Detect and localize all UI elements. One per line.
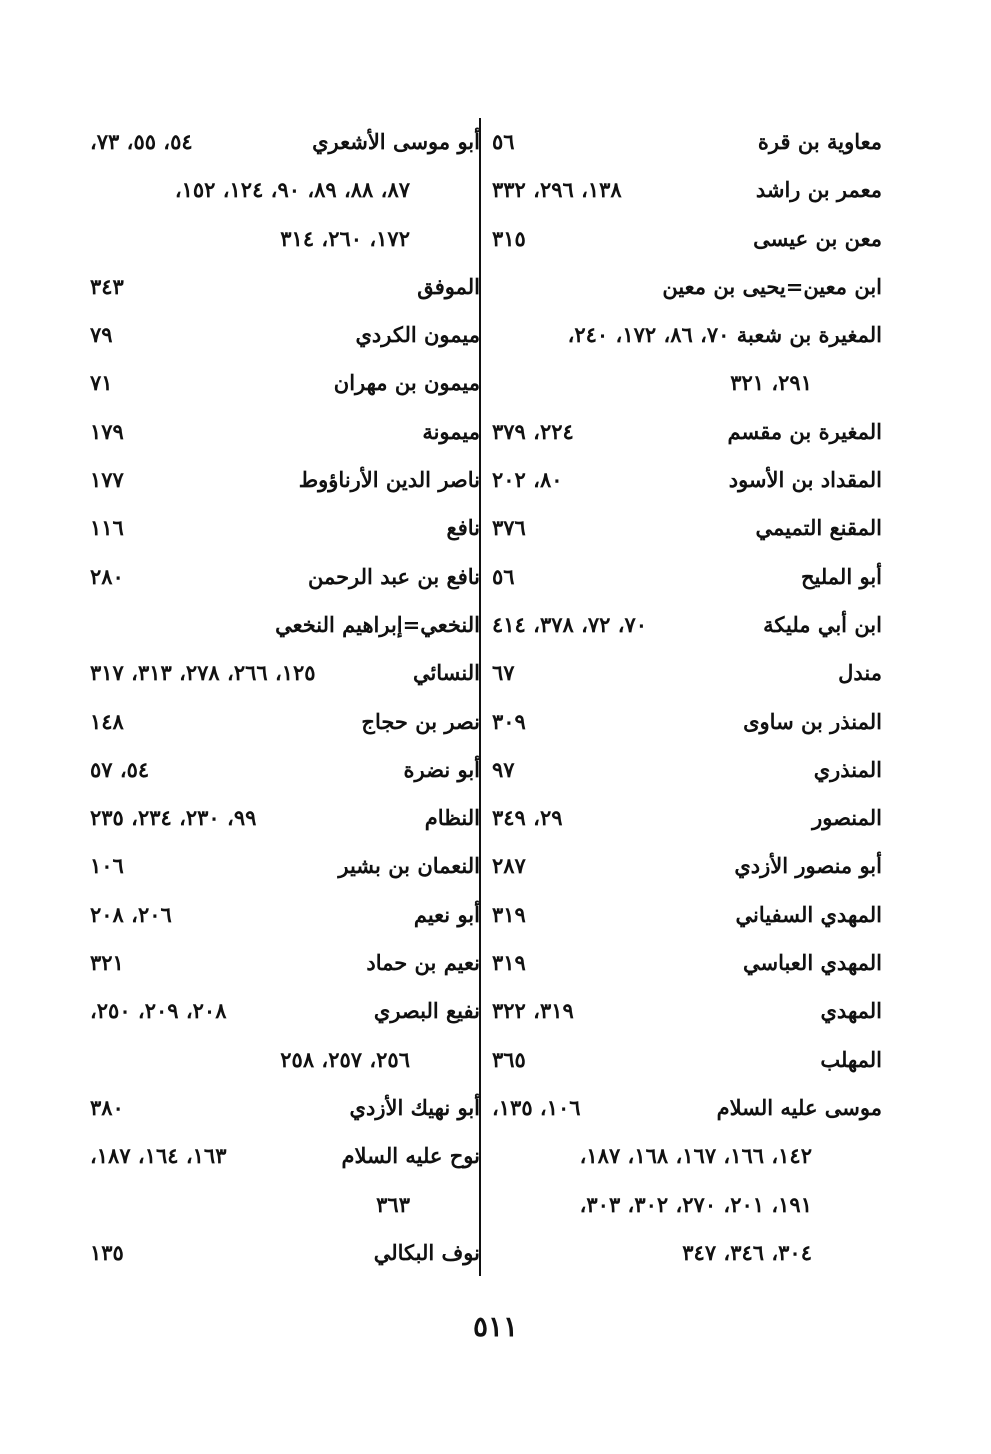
index-entry — [90, 842, 480, 890]
index-entry — [492, 601, 882, 649]
entry-pages: ٣٠٩ — [492, 708, 526, 734]
index-entry — [492, 553, 882, 601]
entry-pages: ١٠٦، ١٣٥، — [492, 1094, 581, 1120]
entry-name: نفيع البصري — [373, 998, 480, 1024]
entry-name: أبو منصور الأزدي — [734, 853, 882, 879]
entry-name: أبو موسى الأشعري — [312, 129, 480, 154]
entry-name: معاوية بن قرة — [757, 129, 882, 154]
entry-pages: ١٢٥، ٢٦٦، ٢٧٨، ٣١٣، ٣١٧ — [90, 660, 316, 686]
index-entry — [90, 263, 480, 311]
entry-pages: ٧١ — [90, 370, 113, 396]
index-entry — [492, 1229, 882, 1277]
index-entry — [492, 842, 882, 890]
entry-pages: ٦٧ — [492, 660, 515, 686]
index-entry — [492, 408, 882, 456]
index-entry — [90, 1132, 480, 1180]
index-entry — [492, 987, 882, 1035]
index-entry — [90, 891, 480, 939]
entry-pages: ٥٤، ٥٧ — [90, 756, 150, 782]
index-entry — [90, 987, 480, 1035]
entry-pages: ١٤٢، ١٦٦، ١٦٧، ١٦٨، ١٨٧، — [579, 1143, 812, 1169]
entry-pages: ٨٠، ٢٠٢ — [492, 467, 563, 493]
index-entry — [90, 215, 480, 263]
entry-pages: ٣١٥ — [492, 225, 526, 251]
entry-name: المنذر بن ساوى — [743, 708, 882, 734]
entry-pages: ٥٤، ٥٥، ٧٣، — [90, 129, 193, 154]
index-entry — [492, 118, 882, 166]
entry-pages: ٣١٩، ٣٢٢ — [492, 998, 574, 1024]
index-entry — [492, 311, 882, 359]
entry-name: مندل — [838, 660, 882, 686]
entry-name: النعمان بن بشير — [338, 853, 480, 879]
index-entry — [90, 359, 480, 407]
entry-name: نصر بن حجاج — [361, 708, 480, 734]
index-entry — [492, 794, 882, 842]
index-entry — [492, 698, 882, 746]
index-entry — [492, 649, 882, 697]
entry-pages: ٥٦ — [492, 129, 515, 154]
index-entry — [492, 263, 882, 311]
entry-pages: ٣٤٣ — [90, 273, 124, 299]
entry-name: المنصور — [812, 805, 882, 831]
entry-name: الموفق — [417, 273, 480, 299]
entry-pages: ٢٩١، ٣٢١ — [730, 370, 812, 396]
index-entry — [492, 939, 882, 987]
entry-pages: ٣١٩ — [492, 901, 526, 927]
entry-pages: ٢٨٧ — [492, 853, 526, 879]
entry-pages: ٧٩ — [90, 322, 113, 348]
entry-name: المقنع التميمي — [755, 515, 882, 541]
index-entry — [90, 1084, 480, 1132]
index-entry — [90, 1181, 480, 1229]
index-entry — [90, 118, 480, 166]
entry-name: نوح عليه السلام — [341, 1143, 480, 1169]
index-entry — [90, 1036, 480, 1084]
index-entry — [90, 456, 480, 504]
entry-name: المقداد بن الأسود — [728, 467, 882, 493]
entry-name: المهلب — [820, 1046, 882, 1072]
index-entry — [90, 649, 480, 697]
entry-name: نوف البكالي — [373, 1239, 480, 1265]
page-number: ٥١١ — [472, 1310, 519, 1343]
index-entry — [90, 746, 480, 794]
entry-pages: ٩٩، ٢٣٠، ٢٣٤، ٢٣٥ — [90, 805, 257, 831]
entry-pages: ٢٠٨، ٢٠٩، ٢٥٠، — [90, 998, 227, 1024]
index-entry — [492, 215, 882, 263]
entry-pages: ١٧٢، ٢٦٠، ٣١٤ — [280, 225, 410, 251]
entry-pages: ٢٨٠ — [90, 563, 124, 589]
entry-name: النخعي=إبراهيم النخعي — [275, 611, 480, 637]
entry-pages: ٣٠٤، ٣٤٦، ٣٤٧ — [682, 1239, 812, 1265]
entry-name: النظام — [424, 805, 480, 831]
entry-pages: ٥٦ — [492, 563, 515, 589]
entry-name: النسائي — [412, 660, 480, 686]
index-entry — [90, 1229, 480, 1277]
entry-pages: ٣١٩ — [492, 950, 526, 976]
entry-pages: ١٩١، ٢٠١، ٢٧٠، ٣٠٢، ٣٠٣، — [579, 1191, 812, 1217]
entry-name: أبو نضرة — [403, 756, 480, 782]
entry-pages: ٢٩، ٣٤٩ — [492, 805, 563, 831]
right-index-column — [492, 118, 882, 1277]
index-entry — [90, 794, 480, 842]
index-entry — [492, 1084, 882, 1132]
index-entry — [90, 166, 480, 214]
entry-name: معن بن عيسى — [753, 225, 882, 251]
entry-name: المغيرة بن شعبة ٧٠، ٨٦، ١٧٢، ٢٤٠، — [567, 322, 882, 348]
entry-pages: ٣٦٥ — [492, 1046, 526, 1072]
index-entry — [90, 939, 480, 987]
entry-name: المهدي — [820, 998, 882, 1024]
index-entry — [90, 504, 480, 552]
index-entry — [492, 891, 882, 939]
entry-name: ابن معين=يحيى بن معين — [662, 273, 882, 299]
entry-pages: ١١٦ — [90, 515, 124, 541]
entry-name: المنذري — [813, 756, 882, 782]
entry-name: معمر بن راشد — [755, 177, 882, 203]
entry-name: نافع بن عبد الرحمن — [307, 563, 480, 589]
index-entry — [90, 311, 480, 359]
index-entry — [90, 408, 480, 456]
entry-pages: ٢٢٤، ٣٧٩ — [492, 418, 574, 444]
index-entry — [492, 504, 882, 552]
index-entry — [492, 456, 882, 504]
entry-name: ميمون بن مهران — [333, 370, 480, 396]
index-entry — [492, 1132, 882, 1180]
index-entry — [492, 166, 882, 214]
entry-pages: ١٣٨، ٢٩٦، ٣٣٢ — [492, 177, 622, 203]
entry-pages: ٣٧٦ — [492, 515, 526, 541]
index-entry — [492, 1036, 882, 1084]
entry-pages: ١٠٦ — [90, 853, 124, 879]
entry-name: أبو المليح — [800, 563, 882, 589]
entry-pages: ٢٥٦، ٢٥٧، ٢٥٨ — [280, 1046, 410, 1072]
index-entry — [492, 1181, 882, 1229]
entry-pages: ٣٦٣ — [376, 1191, 410, 1217]
entry-name: ناصر الدين الأرناؤوط — [298, 467, 480, 493]
entry-pages: ٧٠، ٧٢، ٣٧٨، ٤١٤ — [492, 611, 648, 637]
entry-name: المهدي العباسي — [742, 950, 882, 976]
entry-name: أبو نهيك الأزدي — [349, 1094, 480, 1120]
index-entry — [492, 359, 882, 407]
entry-pages: ١٧٩ — [90, 418, 124, 444]
entry-name: ابن أبي مليكة — [763, 611, 882, 637]
entry-pages: ١٧٧ — [90, 467, 124, 493]
entry-name: ميمونة — [422, 418, 480, 444]
entry-pages: ٣٨٠ — [90, 1094, 124, 1120]
entry-pages: ١٤٨ — [90, 708, 124, 734]
entry-name: ميمون الكردي — [355, 322, 480, 348]
index-entry — [90, 553, 480, 601]
entry-pages: ١٦٣، ١٦٤، ١٨٧، — [90, 1143, 227, 1169]
entry-pages: ٨٧، ٨٨، ٨٩، ٩٠، ١٢٤، ١٥٢، — [174, 177, 410, 203]
index-entry — [90, 698, 480, 746]
entry-name: نعيم بن حماد — [366, 950, 480, 976]
entry-pages: ٩٧ — [492, 756, 515, 782]
index-entry — [492, 746, 882, 794]
entry-name: أبو نعيم — [413, 901, 480, 927]
entry-name: نافع — [446, 515, 480, 541]
left-index-column — [90, 118, 480, 1277]
entry-name: المغيرة بن مقسم — [727, 418, 882, 444]
entry-name: موسى عليه السلام — [716, 1094, 882, 1120]
entry-pages: ١٣٥ — [90, 1239, 124, 1265]
entry-name: المهدي السفياني — [735, 901, 882, 927]
entry-pages: ٣٢١ — [90, 950, 124, 976]
entry-pages: ٢٠٦، ٢٠٨ — [90, 901, 172, 927]
index-entry — [90, 601, 480, 649]
